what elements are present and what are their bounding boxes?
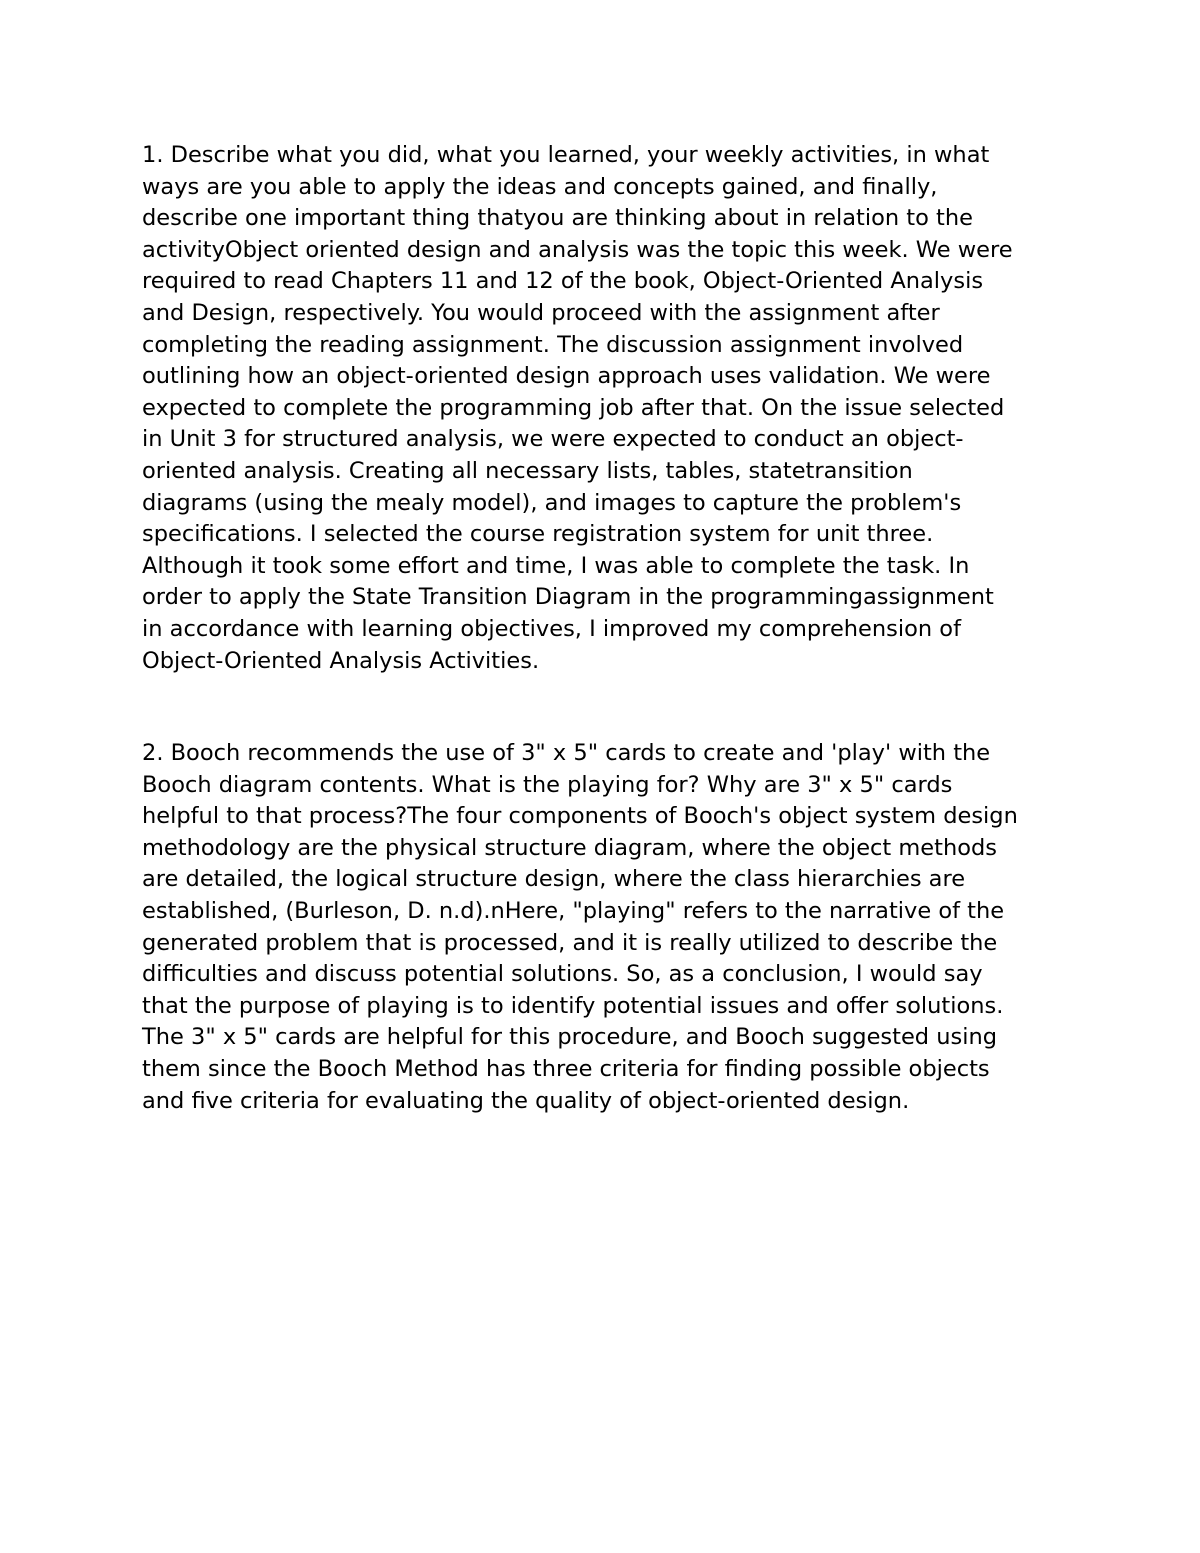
answer-paragraph-1: 1. Describe what you did, what you learned, your weekly activities, in what ways are you able to apply the ideas and concepts gained, and finally, describe one important thing thatyou are thinking about in relation to the activityObject oriented design and analysis was the topic this week. We were required to read Chapters 11 and 12 of the book, Object-Oriented Analysis and Design, respectively. You would proceed with the assignment after completing the reading assignment. The discussion assignment involved outlining how an object-oriented design approach uses validation. We were expected to complete the programming job after that. On the issue selected in Unit 3 for structured analysis, we were expected to conduct an object- oriented analysis. Creating all necessary lists, tables, statetransition diagrams (using the mealy model), and images to capture the problem's specifications. I selected the course registration system for unit three. Although it took some effort and time, I was able to complete the task. In order to apply the State Transition Diagram in the programmingassignment in accordance with learning objectives, I improved my comprehension of Object-Oriented Analysis Activities. (142, 142, 1013, 674)
answer-paragraph-2: 2. Booch recommends the use of 3" x 5" cards to create and 'play' with the Booch diagram contents. What is the playing for? Why are 3" x 5" cards helpful to that process?The four components of Booch's object system design methodology are the physical structure diagram, where the object methods are detailed, the logical structure design, where the class hierarchies are established, (Burleson, D. n.d).nHere, "playing" refers to the narrative of the generated problem that is processed, and it is really utilized to describe the difficulties and discuss potential solutions. So, as a conclusion, I would say that the purpose of playing is to identify potential issues and offer solutions. The 3" x 5" cards are helpful for this procedure, and Booch suggested using them since the Booch Method has three criteria for finding possible objects and five criteria for evaluating the quality of object-oriented design. (142, 740, 1018, 1114)
